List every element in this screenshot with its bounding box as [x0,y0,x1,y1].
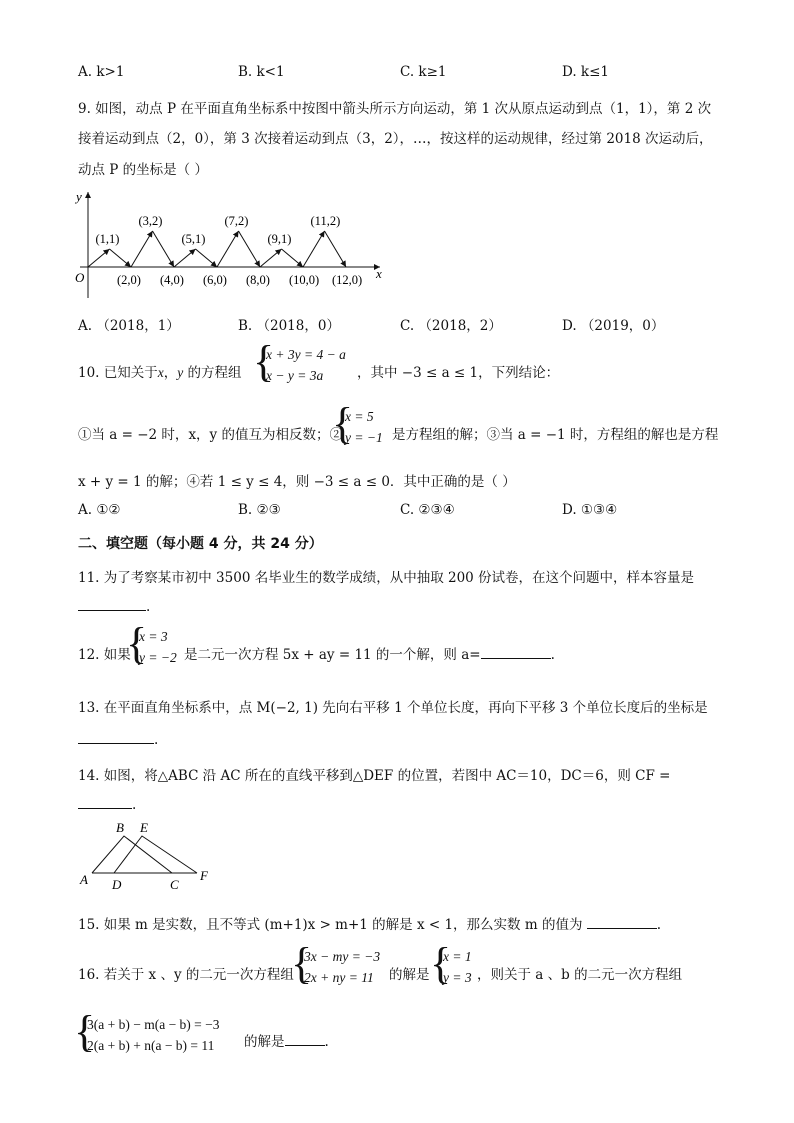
q9-figure [70,186,400,301]
label-b: B [116,820,124,835]
label-c: C [170,877,179,892]
q16-prefix: 16. 若关于 x 、y 的二元一次方程组 [78,967,294,983]
q12-text: 是二元一次方程 5x + ay = 11 的一个解，则 a= . [184,643,555,663]
path-segment [260,249,282,267]
q10-suffix: ，其中 −3 ≤ a ≤ 1，下列结论： [357,365,560,381]
q14-figure [72,818,222,893]
q16-eq1: 3x − my = −3 [304,949,381,964]
q14-answer-line: . [78,794,136,813]
path-segment [110,249,132,267]
path-segment [174,249,196,267]
triangle-def [114,836,197,873]
label-f: F [200,868,208,883]
path-segment [196,249,218,267]
q10-solution-brace: { [332,399,354,448]
path-segment [325,231,347,267]
bottom-point-label: (8,0) [246,273,270,287]
q13-blank[interactable] [78,729,154,744]
q9-text-line2: 接着运动到点（2，0），第 3 次接着运动到点（3，2），…，按这样的运动规律，经过第 2018 次运动后， [78,131,713,147]
q16-brace-1: { [291,939,313,988]
path-segment [153,231,175,267]
bottom-point-label: (4,0) [160,273,184,287]
path-segment [217,231,239,267]
q10-option-a: A. ①② [78,502,121,518]
q13-text: 13. 在平面直角坐标系中，点 M(−2, 1) 先向右平移 1 个单位长度，再向下平移 3 个单位长度后的坐标是 [78,700,708,716]
top-point-label: (9,1) [267,232,292,246]
q14-text: 14. 如图，将△ABC 沿 AC 所在的直线平移到△DEF 的位置，若图中 AC＝10，DC＝6，则 CF = [78,768,671,784]
q8-option-b: B. k<1 [238,64,285,80]
q9-text-line3: 动点 P 的坐标是（ ） [78,162,208,178]
q10-eq2: x − y = 3a [266,368,324,383]
q9-text-line1: 9. 如图，动点 P 在平面直角坐标系中按图中箭头所示方向运动，第 1 次从原点运动到点（1，1），第 2 次 [78,101,712,117]
q10-statement-1: ①当 a = −2 时，x，y 的值互为相反数；② [78,427,343,443]
q16-eq4: 2(a + b) + n(a − b) = 11 [87,1038,215,1053]
q10-system [266,344,346,386]
q11-answer-line: . [78,596,150,615]
q9-option-d: D. （2019，0） [562,318,665,334]
label-e: E [140,820,148,835]
q16-system-2 [87,1014,220,1056]
bottom-point-label: (2,0) [117,273,141,287]
label-d: D [112,877,122,892]
q14-blank[interactable] [78,794,132,809]
q10-statement-2: 是方程组的解；③当 a = −1 时，方程组的解也是方程 [392,427,719,443]
section-2-title: 二、填空题（每小题 4 分，共 24 分） [78,536,323,552]
bottom-point-label: (10,0) [289,273,320,287]
q8-option-a: A. k>1 [78,64,125,80]
q16-suffix: ，则关于 a 、b 的二元一次方程组 [477,967,683,983]
q12-blank[interactable] [481,644,551,659]
q11-blank[interactable] [78,596,146,611]
path-segment [282,249,304,267]
q15-blank[interactable] [587,914,657,929]
path-segment [131,231,153,267]
origin-label: O [75,270,85,285]
x-axis-label: x [376,266,382,281]
q10-option-d: D. ①③④ [562,502,618,518]
q9-option-c: C. （2018，2） [400,318,502,334]
top-point-label: (1,1) [95,232,120,246]
q16-sol1: x = 1 [443,949,472,964]
top-point-label: (11,2) [310,214,341,228]
q10-sol2: y = −1 [345,430,383,445]
q16-brace-3: { [74,1007,96,1056]
q16-solution [443,946,472,988]
triangle-abc [92,836,172,873]
q10-option-c: C. ②③④ [400,502,455,518]
q9-option-a: A. （2018，1） [78,318,180,334]
q16-sol2: y = 3 [443,970,472,985]
path-segment [239,231,261,267]
label-a: A [80,872,88,887]
path-segment [88,249,110,267]
q11-text: 11. 为了考察某市初中 3500 名毕业生的数学成绩，从中抽取 200 份试卷，在这个问题中，样本容量是 [78,570,695,586]
top-point-label: (5,1) [181,232,206,246]
q12-brace: { [126,619,148,668]
q12-solution [139,626,177,668]
q10-eq1: x + 3y = 4 − a [266,347,346,362]
q16-system-1 [304,946,380,988]
q10-option-b: B. ②③ [238,502,281,518]
q16-eq3: 3(a + b) − m(a − b) = −3 [87,1017,220,1032]
q8-option-c: C. k≥1 [400,64,447,80]
q10-sol1: x = 5 [345,409,374,424]
y-axis-label: y [76,189,82,204]
bottom-point-label: (6,0) [203,273,227,287]
top-point-label: (7,2) [224,214,249,228]
q16-eq2: 2x + ny = 11 [304,970,374,985]
q10-system-brace: { [253,337,275,386]
q8-option-d: D. k≤1 [562,64,610,80]
q16-tail: 的解是 . [244,1030,329,1050]
path-segment [303,231,325,267]
motion-path [88,231,346,267]
q16-blank[interactable] [285,1031,325,1046]
q16-mid: 的解是 [389,967,430,983]
q12-eq1: x = 3 [139,629,168,644]
q12-prefix: 12. 如果 [78,647,131,663]
q9-option-b: B. （2018，0） [238,318,340,334]
q10-line3: x + y = 1 的解；④若 1 ≤ y ≤ 4，则 −3 ≤ a ≤ 0．其中正确的是（ ） [78,474,516,490]
q13-answer-line: . [78,729,158,748]
q10-solution [345,406,383,448]
point-labels [96,214,363,287]
top-point-label: (3,2) [138,214,163,228]
q12-eq2: y = −2 [139,650,177,665]
q10-prefix: 10. 已知关于x，y 的方程组 [78,365,242,381]
bottom-point-label: (12,0) [332,273,363,287]
q15-text: 15. 如果 m 是实数，且不等式 (m+1)x > m+1 的解是 x < 1，那么实数 m 的值为 . [78,913,661,933]
q16-brace-2: { [430,939,452,988]
